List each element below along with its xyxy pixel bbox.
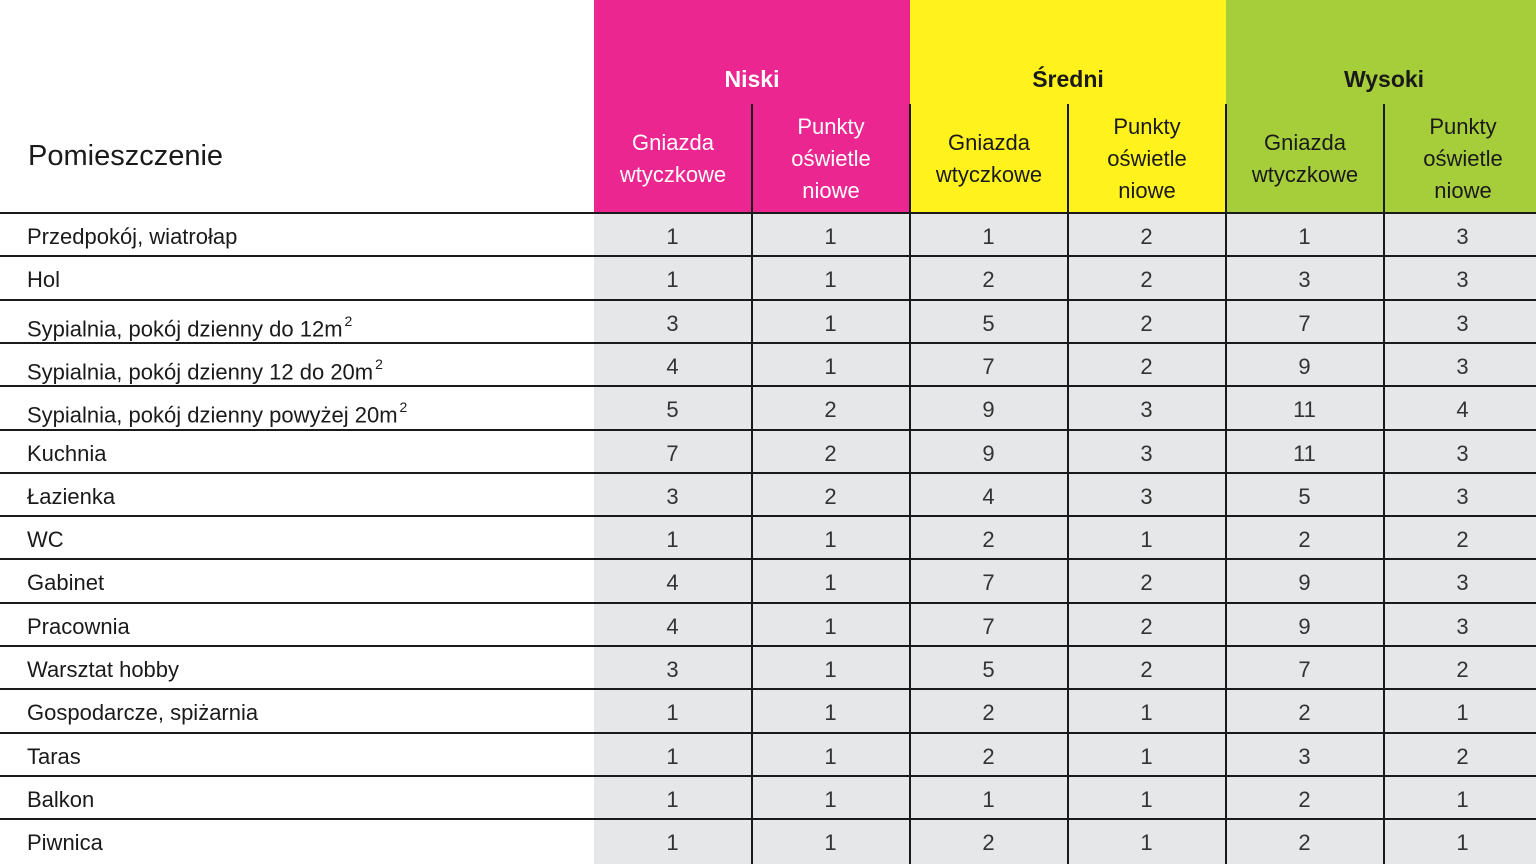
value-cell: 1 [824,353,837,379]
value-cell: 2 [982,700,995,726]
value-cell: 5 [982,310,995,336]
row-separator [0,732,1536,734]
sub-header-text: Gniazda wtyczkowe [935,129,1043,187]
room-name [27,778,94,821]
value-cell: 2 [1456,657,1469,682]
value-cell: 1 [1298,224,1311,249]
row-separator [0,212,1536,214]
sub-header-text: Punkty oświetle niowe [1423,113,1503,203]
value-cell: 1 [824,830,837,856]
row-separator [0,429,1536,431]
value-cell: 2 [1298,830,1311,856]
value-cell: 2 [824,440,837,466]
room-name-text: Sypialnia, pokój dzienny powyżej 20m [27,402,398,428]
row-separator [0,558,1536,560]
socket-column-header [910,104,1068,213]
value-cell: 1 [824,527,837,553]
value-cell: 1 [1140,700,1153,726]
value-cell: 3 [1456,310,1469,336]
value-cell: 3 [1456,570,1469,596]
value-cell: 9 [982,397,995,423]
level-title: Wysoki [1343,66,1425,92]
room-column-header: Pomieszczenie [28,140,224,172]
socket-column-header [594,104,752,213]
value-cell: 3 [1456,224,1469,249]
value-cell: 5 [982,657,995,682]
room-name [27,561,104,604]
value-cell: 1 [982,224,995,249]
value-cell: 1 [666,830,679,856]
value-cell: 2 [1298,786,1311,812]
value-cell: 2 [1298,700,1311,726]
value-cell: 1 [1140,830,1153,856]
row-separator [0,602,1536,604]
value-cell: 1 [1456,830,1469,856]
value-cell: 2 [1140,613,1153,639]
room-name-text: Hol [27,267,61,293]
room-name-text: Pracownia [27,613,130,639]
room-name [27,648,179,691]
room-name [27,388,407,431]
value-cell: 2 [824,397,837,423]
value-cell: 5 [666,397,679,423]
value-cell: 2 [1140,267,1153,293]
socket-column-header [1226,104,1384,213]
value-cell: 1 [824,743,837,769]
value-cell: 3 [1456,267,1469,293]
row-separator [0,645,1536,647]
value-cell: 2 [982,267,995,293]
value-cell: 2 [1140,224,1153,249]
value-cell: 1 [666,700,679,726]
value-cell: 1 [1456,700,1469,726]
value-cell: 7 [982,570,995,596]
row-separator [0,818,1536,820]
value-cell: 9 [1298,353,1311,379]
level-title: Średni [1032,66,1104,92]
room-name [27,735,81,778]
room-name [27,215,237,258]
room-name-text: Warsztat hobby [27,657,180,682]
value-cell: 7 [982,613,995,639]
room-name-text: Taras [27,743,81,769]
value-cell: 1 [824,613,837,639]
lighting-column-header [1068,104,1226,213]
value-cell: 9 [1298,570,1311,596]
value-cell: 3 [1140,483,1153,509]
value-cell: 1 [666,224,679,249]
value-cell: 3 [1456,613,1469,639]
value-cell: 4 [666,353,679,379]
room-name [27,605,130,648]
value-cell: 1 [824,267,837,293]
value-cell: 3 [1140,440,1153,466]
value-cell: 1 [824,570,837,596]
value-cell: 7 [982,353,995,379]
value-cell: 4 [666,570,679,596]
room-name-text: Piwnica [27,830,103,856]
value-cell: 3 [666,310,679,336]
room-name [27,691,258,734]
value-cell: 4 [982,483,995,509]
value-cell: 3 [1456,483,1469,509]
superscript: 2 [344,312,353,329]
value-cell: 3 [1140,397,1153,423]
value-cell: 1 [666,786,679,812]
value-cell: 2 [1456,743,1469,769]
superscript: 2 [399,399,408,416]
value-cell: 1 [824,657,837,682]
value-cell: 7 [666,440,679,466]
value-cell: 1 [1140,786,1153,812]
value-cell: 3 [1456,440,1469,466]
value-cell: 3 [1298,267,1311,293]
value-cell: 5 [1298,483,1311,509]
row-separator [0,299,1536,301]
value-cell: 3 [1298,743,1311,769]
value-cell: 2 [1456,527,1469,553]
room-name [27,345,383,388]
value-cell: 1 [666,743,679,769]
sub-header-text: Punkty oświetle niowe [791,113,871,203]
row-separator [0,342,1536,344]
lighting-column-header [752,104,910,213]
sub-header-text: Gniazda wtyczkowe [619,129,727,187]
superscript: 2 [375,355,383,372]
value-cell: 3 [666,657,679,682]
value-cell: 4 [1456,397,1469,423]
value-cell: 1 [666,267,679,293]
value-cell: 2 [1140,570,1153,596]
room-name [27,821,103,864]
room-name [27,302,352,345]
room-name-text: Sypialnia, pokój dzienny 12 do 20m [27,359,374,385]
value-cell: 2 [1140,353,1153,379]
room-name-text: Balkon [27,786,95,812]
value-cell: 2 [1140,657,1153,682]
room-name-text: Gabinet [27,570,105,596]
value-cell: 1 [824,786,837,812]
room-name [27,258,60,301]
row-separator [0,255,1536,257]
value-cell: 2 [982,527,995,553]
row-separator [0,472,1536,474]
lighting-column-header [1384,104,1536,213]
sub-header-text: Gniazda wtyczkowe [1251,129,1359,187]
value-cell: 2 [824,483,837,509]
value-cell: 3 [666,483,679,509]
value-cell: 2 [1298,527,1311,553]
row-separator [0,515,1536,517]
value-cell: 1 [1456,786,1469,812]
sub-header-text: Punkty oświetle niowe [1107,113,1187,203]
room-name [27,432,107,475]
value-cell: 3 [1456,353,1469,379]
value-cell: 2 [982,743,995,769]
row-separator [0,385,1536,387]
value-cell: 1 [982,786,995,812]
value-cell: 2 [1140,310,1153,336]
room-name-text: WC [27,527,64,553]
value-cell: 11 [1293,440,1316,466]
value-cell: 7 [1298,657,1311,682]
row-separator [0,688,1536,690]
value-cell: 9 [1298,613,1311,639]
value-cell: 1 [824,224,837,249]
value-cell: 4 [666,613,679,639]
room-name [27,475,115,518]
value-cell: 7 [1298,310,1311,336]
room-name [27,518,64,561]
room-name-text: Kuchnia [27,440,107,466]
row-separator [0,775,1536,777]
value-cell: 1 [824,700,837,726]
room-name-text: Gospodarcze, spiżarnia [27,700,259,726]
value-cell: 1 [1140,527,1153,553]
value-cell: 2 [982,830,995,856]
room-name-text: Łazienka [27,483,116,509]
value-cell: 1 [824,310,837,336]
value-cell: 11 [1293,397,1316,423]
value-cell: 1 [666,527,679,553]
room-name-text: Sypialnia, pokój dzienny do 12m [27,315,343,341]
value-cell: 9 [982,440,995,466]
value-cell: 1 [1140,743,1153,769]
level-title: Niski [724,66,780,92]
room-name-text: Przedpokój, wiatrołap [27,224,238,249]
